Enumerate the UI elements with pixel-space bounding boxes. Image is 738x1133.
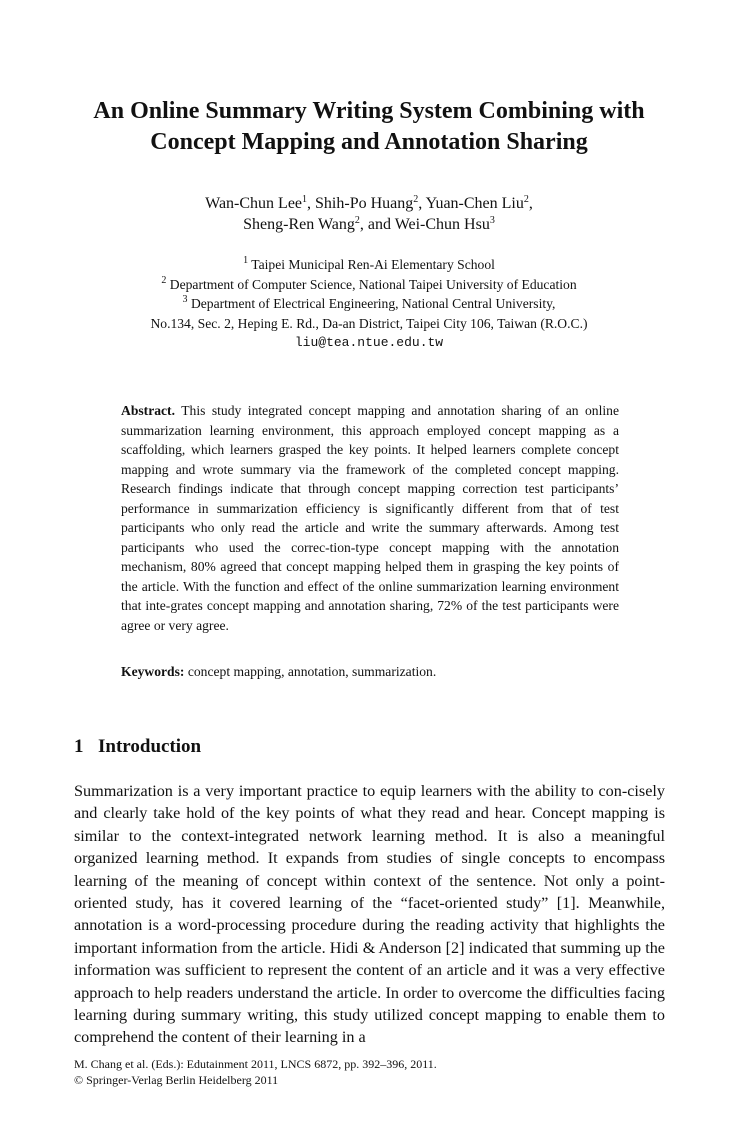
author-affil-mark: 2: [523, 194, 529, 205]
contact-email: liu@tea.ntue.edu.tw: [294, 335, 444, 350]
author-separator: , and: [359, 216, 395, 233]
affil-text: Department of Computer Science, National Taipei University of Education: [169, 276, 577, 292]
abstract: [121, 401, 619, 635]
author-list: [40, 193, 698, 235]
author-line-2: [40, 214, 698, 235]
affil-mark: 3: [182, 294, 188, 305]
affil-mark: 2: [161, 274, 167, 286]
intro-paragraph: Summarization is a very important practice to equip learners with the ability to con-cisely and clearly take hold of the key points of what they read and hear. Concept mapping is similar to the context-integrated network learning method. It is also a meaningful organized learning method. It expands from studies of single concepts to encompass learning of the meaning of concept within context of the sentence. Not only a point-oriented study, has it covered learning of the “facet-oriented study” [1]. Meanwhile, annotation is a word-processing procedure during the reading activity that highlights the important information from the article. Hidi & Anderson [2] indicated that summing up the information was sufficient to represent the content of an article and it was a very effective approach to help readers understand the article. In order to overcome the difficulties facing learning during summary writing, this study utilized concept mapping to enable them to comprehend the content of their learning in a: [74, 782, 665, 1047]
section-title: Introduction: [98, 736, 202, 757]
author-separator: ,: [307, 195, 316, 212]
abstract-label: Abstract.: [121, 403, 175, 418]
author-name: Shih-Po Huang: [315, 195, 414, 212]
affil-text: Taipei Municipal Ren-Ai Elementary School: [251, 257, 495, 272]
paper-title: [40, 96, 698, 158]
author-affil-mark: 1: [302, 194, 308, 205]
author-affil-mark: 2: [413, 194, 419, 205]
author-name: Wei-Chun Hsu: [394, 216, 490, 233]
title-line-2: Concept Mapping and Annotation Sharing: [150, 129, 588, 155]
address: No.134, Sec. 2, Heping E. Rd., Da-an District, Taipei City 106, Taiwan (R.O.C.): [150, 315, 588, 331]
author-line-1: [40, 193, 698, 214]
keywords: [121, 662, 619, 682]
affiliation-1: [30, 255, 708, 275]
affil-text: Department of Electrical Engineering, National Central University,: [190, 296, 556, 311]
footer-copyright: © Springer-Verlag Berlin Heidelberg 2011: [74, 1073, 279, 1087]
abstract-text: This study integrated concept mapping and annotation sharing of an online summarization learning environment, this approach employed concept mapping as a scaffolding, which learners grasped the key points. It helped learners complete concept mapping and wrote summary via the framework of the completed concept mapping. Research findings indicate that through concept mapping correction test participants’ performance in summarization efficiency is significantly different from that of test participants who only read the article and write the summary afterwards. Among test participants who used the correc-tion-type concept mapping with the annotation mechanism, 80% agreed that concept mapping helped them in grasping the key points of the article. With the function and effect of the online summarization learning environment that inte-grates concept mapping and annotation sharing, 72% of the test participants were agree or very agree.: [121, 403, 619, 633]
keywords-label: Keywords:: [121, 664, 185, 679]
affil-mark: 1: [243, 255, 249, 266]
author-affil-mark: 2: [354, 215, 360, 226]
author-separator: ,: [418, 195, 426, 212]
section-heading: [74, 736, 201, 758]
footer-citation: M. Chang et al. (Eds.): Edutainment 2011, LNCS 6872, pp. 392–396, 2011.: [74, 1057, 437, 1071]
section-number: 1: [74, 736, 84, 757]
keywords-text: concept mapping, annotation, summarization.: [187, 664, 437, 679]
affiliations: [30, 255, 708, 353]
author-separator: ,: [528, 195, 533, 212]
author-name: Wan-Chun Lee: [205, 195, 303, 212]
page-footer: [74, 1056, 437, 1088]
affiliation-3: [30, 294, 708, 314]
author-affil-mark: 3: [489, 215, 495, 226]
author-name: Sheng-Ren Wang: [243, 216, 355, 233]
title-line-1: An Online Summary Writing System Combining with: [93, 98, 645, 124]
affiliation-2: [30, 275, 708, 295]
author-name: Yuan-Chen Liu: [425, 195, 524, 212]
